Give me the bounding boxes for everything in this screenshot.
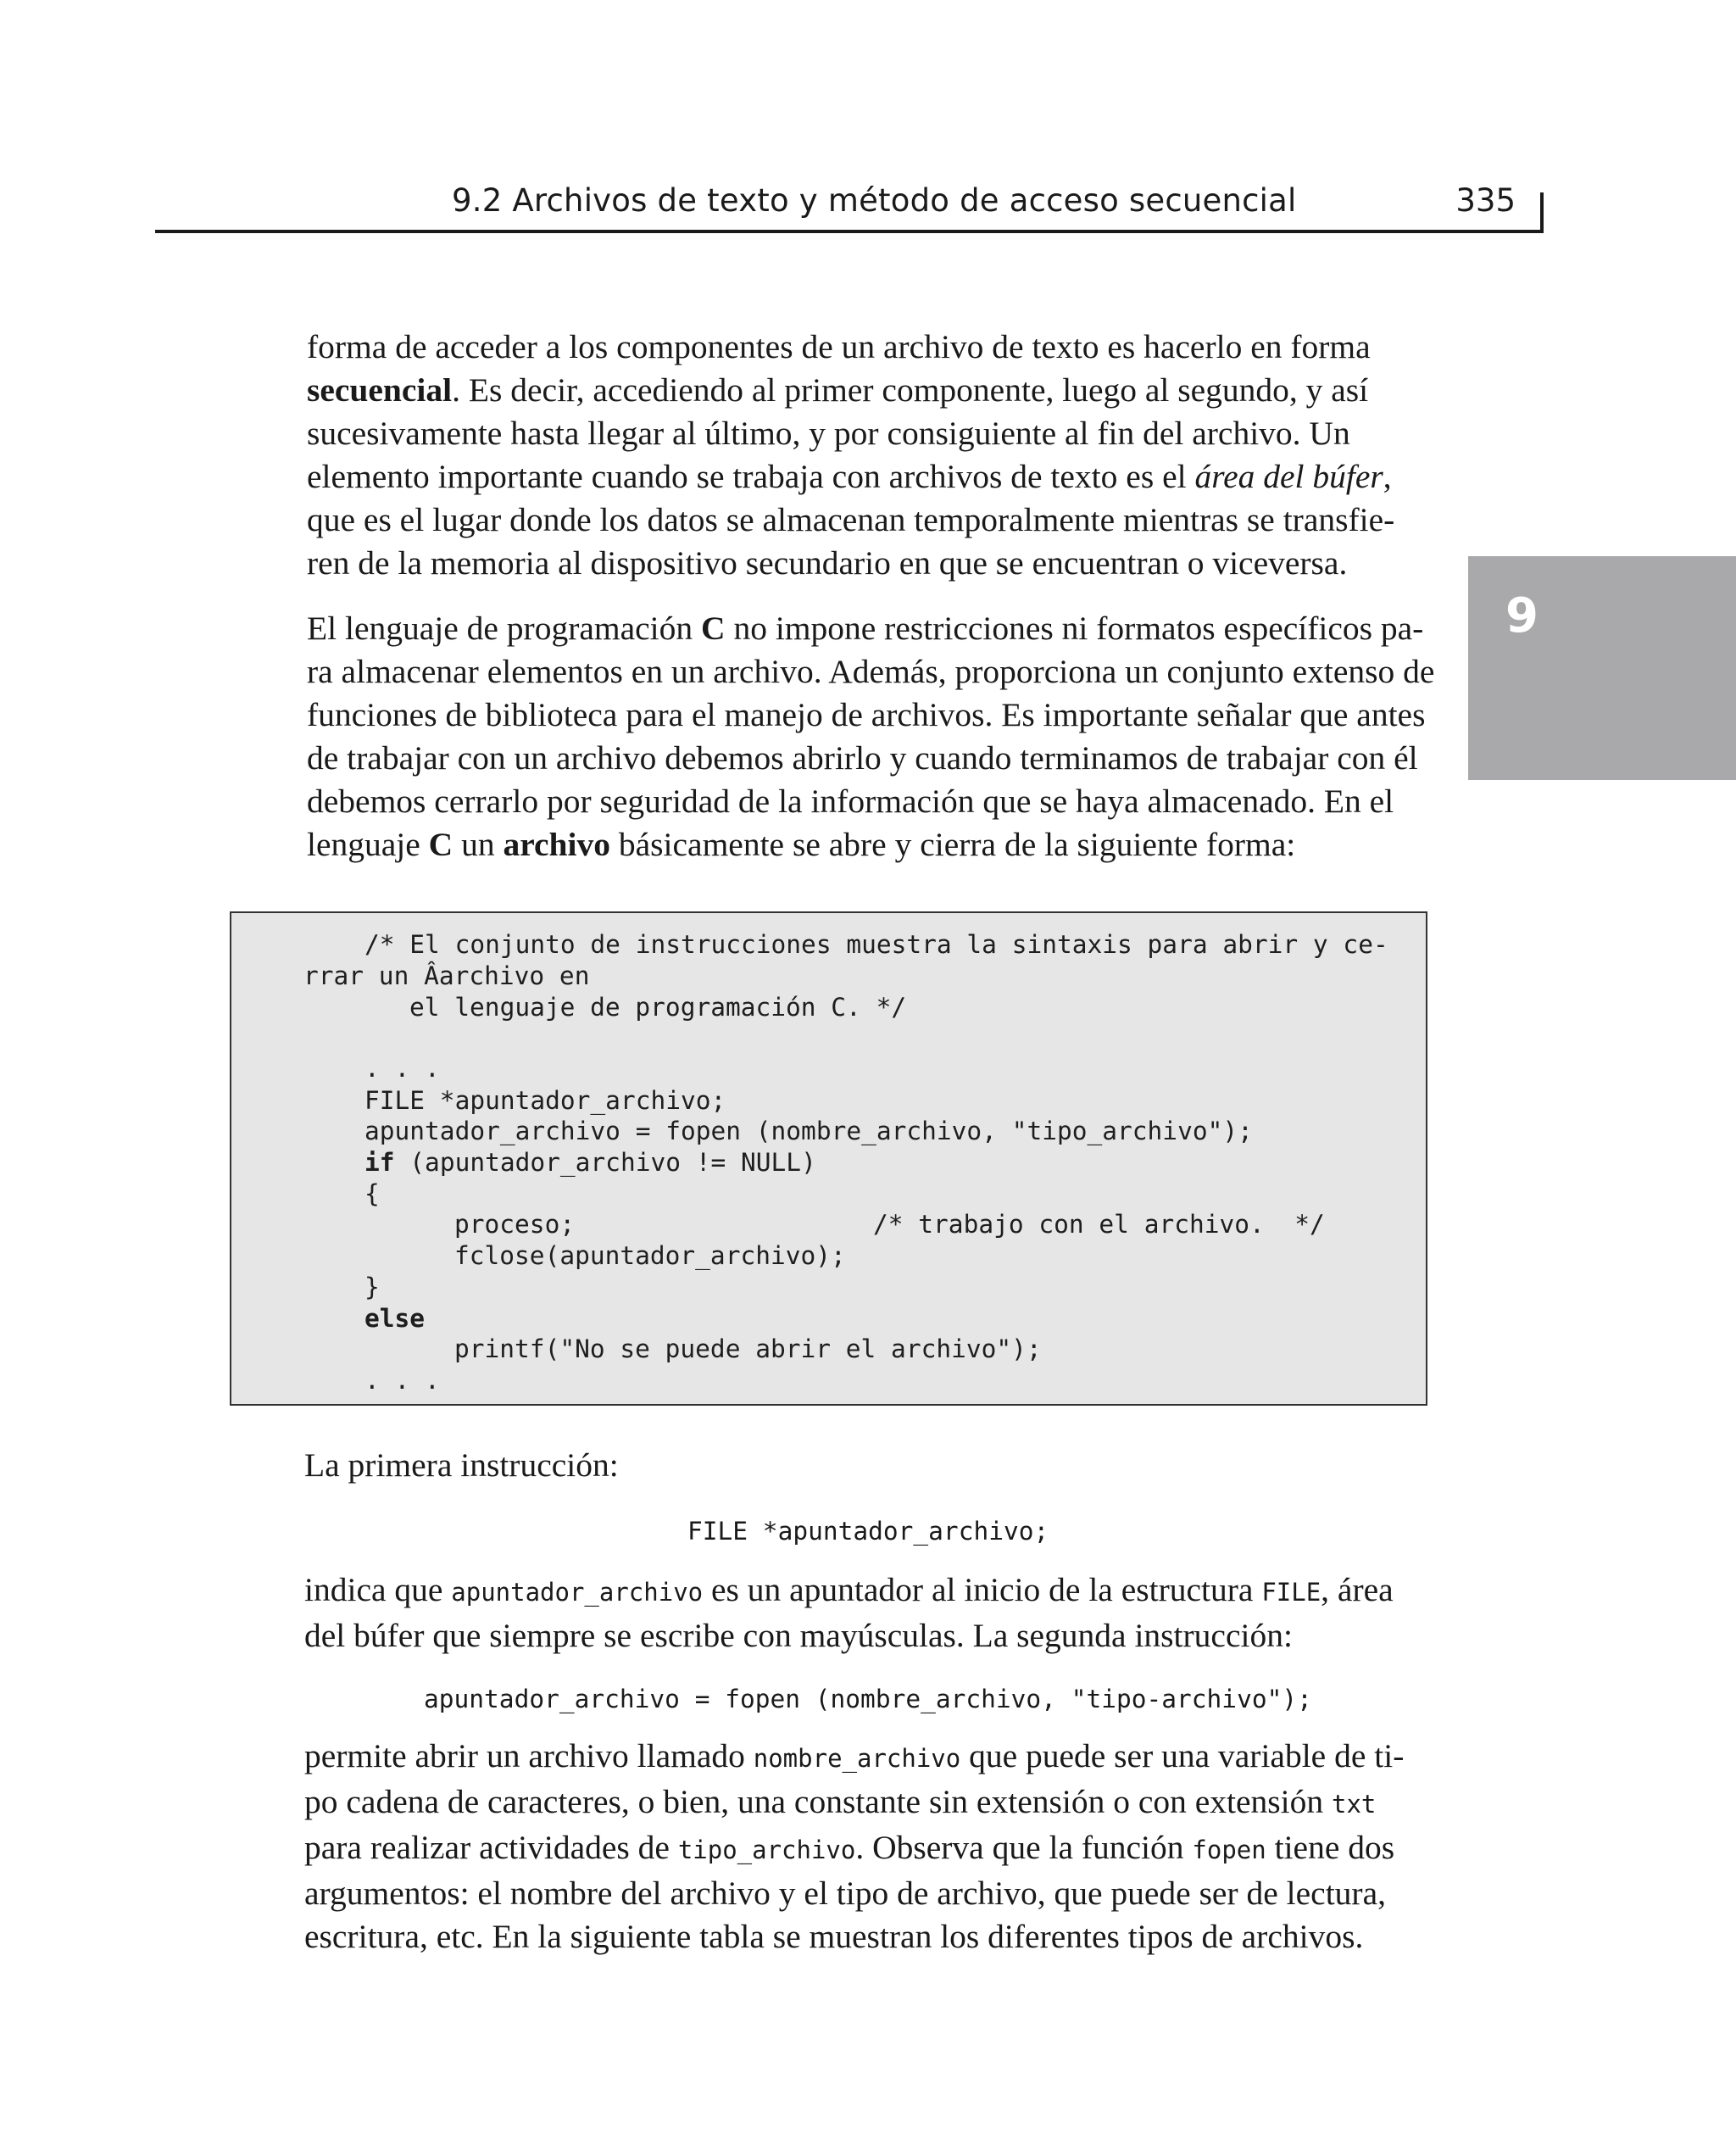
paragraph-line: La primera instrucción: <box>304 1446 619 1484</box>
paragraph-line: El lenguaje de programación C no impone restricciones ni formatos específicos pa- <box>307 610 1424 647</box>
paragraph-line: lenguaje C un archivo básicamente se abre y cierra de la siguiente forma: <box>307 826 1296 863</box>
code-keyword: else <box>364 1304 426 1333</box>
italic-term: área del búfer <box>1194 458 1383 495</box>
code-line: . . . <box>364 1366 440 1395</box>
paragraph-1 <box>307 326 1394 585</box>
paragraph-line: del búfer que siempre se escribe con mayúsculas. La segunda instrucción: <box>304 1617 1293 1654</box>
header-rule-tick <box>1540 192 1544 233</box>
paragraph-2 <box>307 607 1434 866</box>
paragraph-line: permite abrir un archivo llamado nombre_archivo que puede ser una variable de ti- <box>304 1737 1405 1774</box>
paragraph-5 <box>304 1735 1404 1958</box>
paragraph-line: escritura, etc. En la siguiente tabla se muestran los diferentes tipos de archivos. <box>304 1918 1364 1955</box>
code-line: fclose(apuntador_archivo); <box>454 1241 846 1270</box>
code-line: } <box>364 1273 380 1301</box>
paragraph-line: debemos cerrarlo por seguridad de la información que se haya almacenado. En el <box>307 783 1394 820</box>
paragraph-line: ra almacenar elementos en un archivo. Además, proporciona un conjunto extenso de <box>307 653 1435 690</box>
bold-term: C <box>701 610 726 647</box>
chapter-number: 9 <box>1505 588 1538 643</box>
inline-code: fopen <box>1192 1836 1266 1864</box>
paragraph-line: elemento importante cuando se trabaja con archivos de texto es el área del búfer, <box>307 458 1392 495</box>
paragraph-line: indica que apuntador_archivo es un apuntador al inicio de la estructura FILE, área <box>304 1571 1394 1608</box>
code-line: if (apuntador_archivo != NULL) <box>364 1148 816 1177</box>
inline-code: apuntador_archivo <box>451 1578 704 1607</box>
code-keyword: if <box>364 1148 395 1177</box>
code-line: . . . <box>364 1054 440 1083</box>
inline-code: txt <box>1331 1790 1377 1819</box>
inline-code: nombre_archivo <box>753 1744 961 1773</box>
paragraph-line: de trabajar con un archivo debemos abrirlo y cuando terminamos de trabajar con él <box>307 739 1418 777</box>
inline-code: tipo_archivo <box>677 1836 856 1864</box>
code-comment: /* trabajo con el archivo. */ <box>873 1210 1325 1239</box>
paragraph-line: argumentos: el nombre del archivo y el tipo de archivo, que puede ser de lectura, <box>304 1875 1386 1912</box>
page-number: 335 <box>1455 182 1516 219</box>
paragraph-line: funciones de biblioteca para el manejo de archivos. Es importante señalar que antes <box>307 696 1426 733</box>
running-header <box>155 174 1544 233</box>
paragraph-line: secuencial. Es decir, accediendo al primer componente, luego al segundo, y así <box>307 371 1369 409</box>
section-title: 9.2 Archivos de texto y método de acceso secuencial <box>452 182 1297 219</box>
code-line: proceso; <box>454 1210 576 1239</box>
code-example: apuntador_archivo = fopen (nombre_archivo, "tipo-archivo"); <box>424 1685 1312 1713</box>
paragraph-line: ren de la memoria al dispositivo secundario en que se encuentran o viceversa. <box>307 544 1348 582</box>
paragraph-3 <box>304 1444 619 1487</box>
bold-term: archivo <box>503 826 610 863</box>
paragraph-line: para realizar actividades de tipo_archivo. Observa que la función fopen tiene dos <box>304 1829 1395 1866</box>
paragraph-4 <box>304 1568 1394 1657</box>
code-line: rrar un Âarchivo en <box>303 961 590 990</box>
chapter-tab <box>1468 556 1736 780</box>
code-line: FILE *apuntador_archivo; <box>364 1086 726 1115</box>
paragraph-line: que es el lugar donde los datos se almacenan temporalmente mientras se transfie- <box>307 501 1395 538</box>
code-line: /* El conjunto de instrucciones muestra la sintaxis para abrir y ce- <box>364 930 1388 959</box>
code-line: apuntador_archivo = fopen (nombre_archivo, "tipo_archivo"); <box>364 1117 1253 1145</box>
code-line: el lenguaje de programación C. */ <box>409 993 907 1022</box>
paragraph-line: sucesivamente hasta llegar al último, y por consiguiente al fin del archivo. Un <box>307 415 1350 452</box>
inline-code: FILE <box>1261 1578 1321 1607</box>
code-example: FILE *apuntador_archivo; <box>687 1517 1049 1546</box>
bold-term: secuencial <box>307 371 453 409</box>
code-line: { <box>364 1179 380 1208</box>
paragraph-line: po cadena de caracteres, o bien, una constante sin extensión o con extensión txt <box>304 1783 1377 1820</box>
bold-term: C <box>428 826 453 863</box>
code-line: printf("No se puede abrir el archivo"); <box>454 1334 1042 1363</box>
paragraph-line: forma de acceder a los componentes de un archivo de texto es hacerlo en forma <box>307 328 1371 365</box>
